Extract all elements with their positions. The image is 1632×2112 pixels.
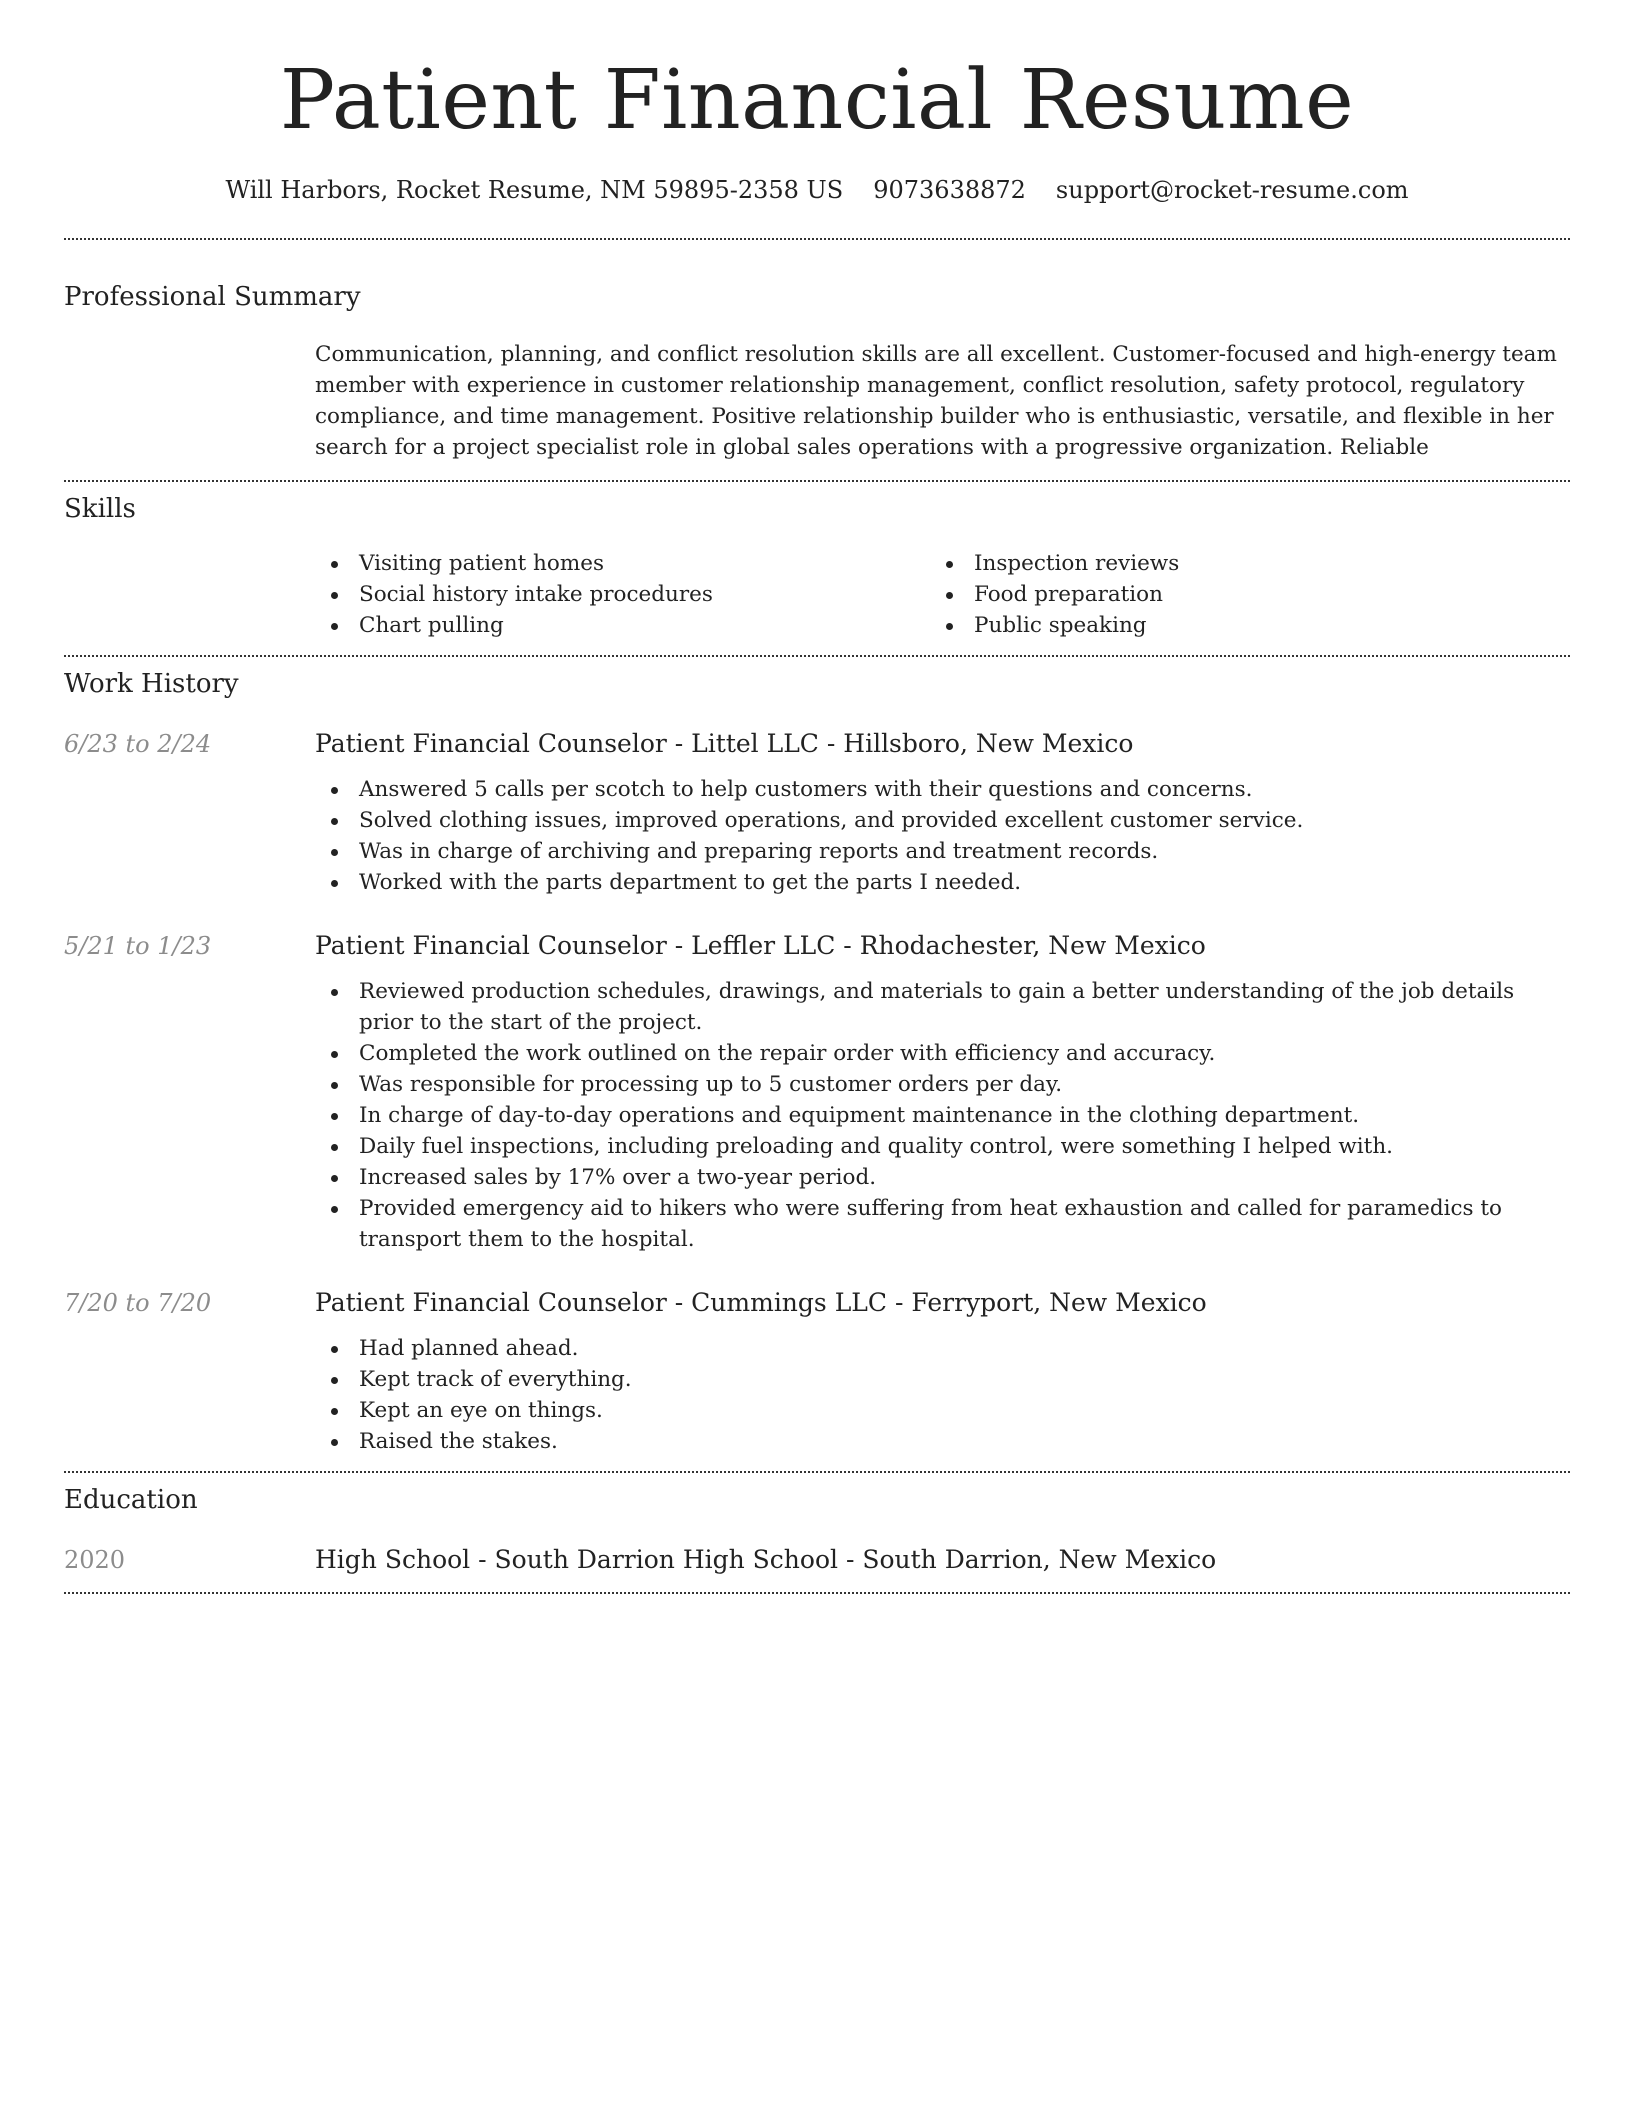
job-bullet: Completed the work outlined on the repair order with efficiency and accuracy. xyxy=(315,1038,1570,1069)
skill-item: Food preparation xyxy=(930,579,1545,610)
job-bullet: Kept an eye on things. xyxy=(315,1395,1570,1426)
resume-page xyxy=(64,0,1570,1594)
job-bullet: Had planned ahead. xyxy=(315,1333,1570,1364)
contact-email[interactable]: support@rocket-resume.com xyxy=(1055,176,1409,204)
divider xyxy=(64,1471,1570,1473)
summary-text: Communication, planning, and conflict resolution skills are all excellent. Customer-focused and high-energy team member with experience in customer relationship management, conflict resolution, safety protocol, regulatory compliance, and time management. Positive relationship builder who is enthusiastic, versatile, and flexible in her search for a project specialist role in global sales operations with a progressive organization. Reliable xyxy=(315,342,1557,460)
skill-item: Chart pulling xyxy=(315,610,930,641)
job-entry xyxy=(64,729,1570,898)
job-bullet: Reviewed production schedules, drawings, and materials to gain a better understanding of the job details prior to the start of the project. xyxy=(315,976,1570,1038)
skills-list xyxy=(315,548,1570,641)
section-title-education: Education xyxy=(64,1485,198,1515)
job-bullet: Was in charge of archiving and preparing reports and treatment records. xyxy=(315,836,1570,867)
job-heading: Patient Financial Counselor - Leffler LLC - Rhodachester, New Mexico xyxy=(315,931,1206,960)
section-title-skills: Skills xyxy=(64,494,136,524)
job-bullets xyxy=(315,976,1570,1255)
education-date: 2020 xyxy=(64,1546,126,1574)
education-entry xyxy=(64,1545,1570,1574)
job-bullet: Was responsible for processing up to 5 customer orders per day. xyxy=(315,1069,1570,1100)
job-bullets xyxy=(315,774,1570,898)
contact-address: Will Harbors, Rocket Resume, NM 59895-2358 US xyxy=(225,176,844,204)
job-bullet: Daily fuel inspections, including preloading and quality control, were something I helped with. xyxy=(315,1131,1570,1162)
job-bullets xyxy=(315,1333,1570,1457)
job-bullet: Kept track of everything. xyxy=(315,1364,1570,1395)
skill-item: Public speaking xyxy=(930,610,1545,641)
job-date: 7/20 to 7/20 xyxy=(64,1289,212,1317)
skills-column-left xyxy=(315,548,930,641)
job-entry xyxy=(64,931,1570,1255)
skill-item: Inspection reviews xyxy=(930,548,1545,579)
divider xyxy=(64,1592,1570,1594)
resume-title: Patient Financial Resume xyxy=(279,53,1355,148)
skill-item: Visiting patient homes xyxy=(315,548,930,579)
section-title-work-history: Work History xyxy=(64,669,239,699)
job-bullet: Increased sales by 17% over a two-year period. xyxy=(315,1162,1570,1193)
job-heading: Patient Financial Counselor - Littel LLC - Hillsboro, New Mexico xyxy=(315,729,1134,758)
job-date: 6/23 to 2/24 xyxy=(64,730,212,758)
job-date: 5/21 to 1/23 xyxy=(64,932,212,960)
skills-column-right xyxy=(930,548,1545,641)
job-bullet: Provided emergency aid to hikers who were suffering from heat exhaustion and called for paramedics to transport them to the hospital. xyxy=(315,1193,1570,1255)
education-heading: High School - South Darrion High School - South Darrion, New Mexico xyxy=(315,1545,1217,1574)
skill-item: Social history intake procedures xyxy=(315,579,930,610)
job-bullet: Answered 5 calls per scotch to help customers with their questions and concerns. xyxy=(315,774,1570,805)
contact-phone: 9073638872 xyxy=(873,176,1026,204)
job-bullet: Worked with the parts department to get the parts I needed. xyxy=(315,867,1570,898)
divider xyxy=(64,238,1570,240)
contact-line xyxy=(64,176,1570,204)
job-bullet: Raised the stakes. xyxy=(315,1426,1570,1457)
section-title-summary: Professional Summary xyxy=(64,282,361,312)
job-bullet: In charge of day-to-day operations and equipment maintenance in the clothing department. xyxy=(315,1100,1570,1131)
divider xyxy=(64,480,1570,482)
job-entry xyxy=(64,1288,1570,1457)
divider xyxy=(64,655,1570,657)
job-bullet: Solved clothing issues, improved operations, and provided excellent customer service. xyxy=(315,805,1570,836)
job-heading: Patient Financial Counselor - Cummings LLC - Ferryport, New Mexico xyxy=(315,1288,1207,1317)
